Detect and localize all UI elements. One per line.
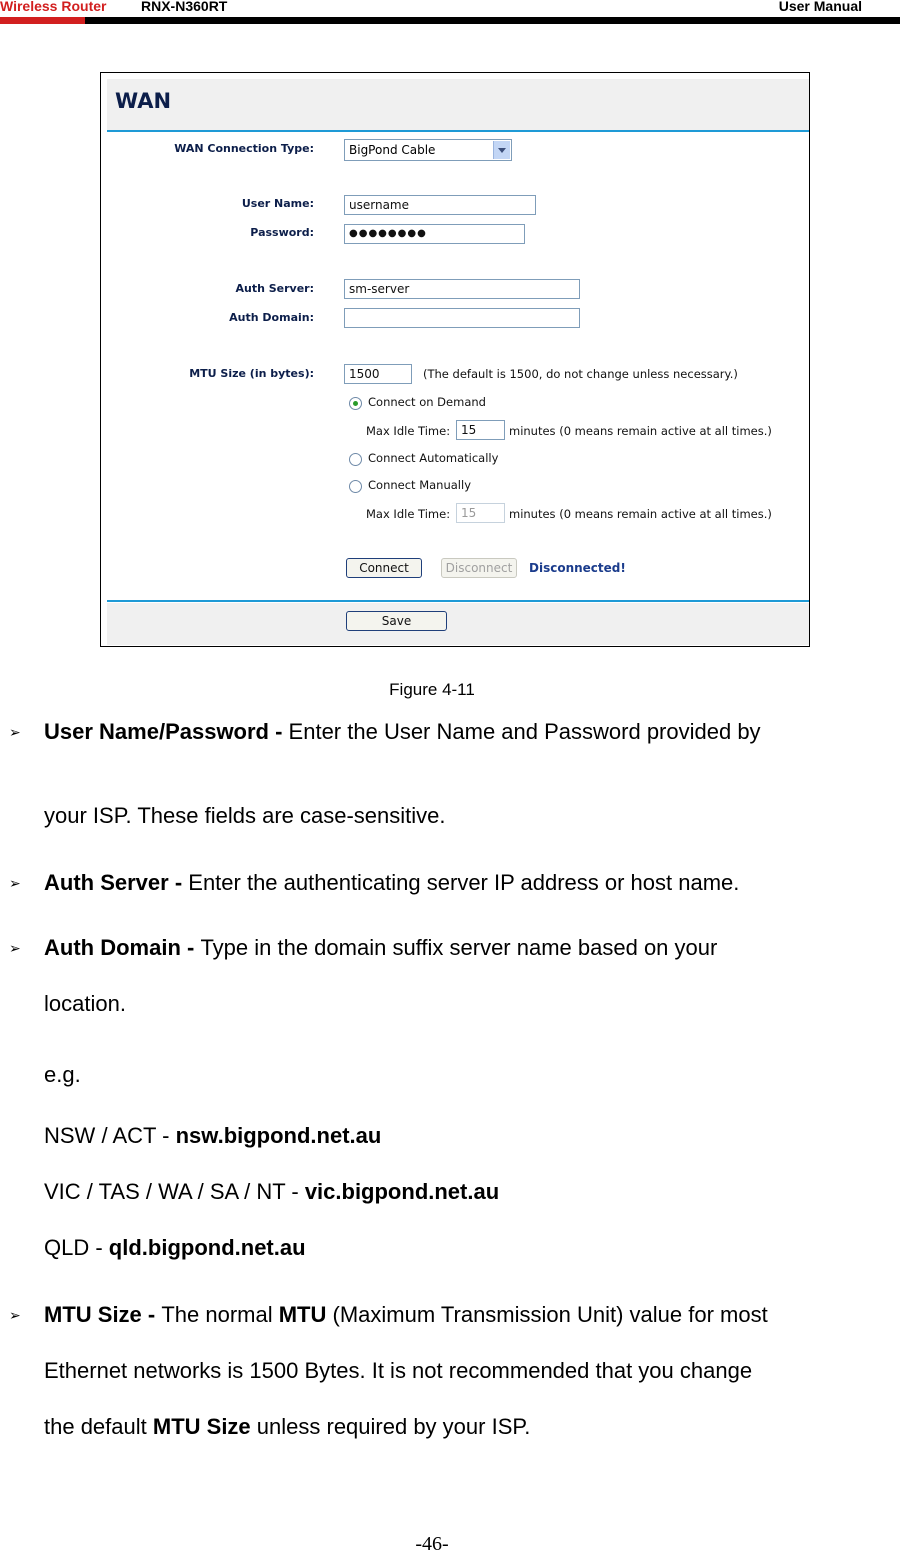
connect-manually-radio[interactable] (349, 480, 362, 493)
max-idle-label-1: Max Idle Time: (366, 424, 451, 438)
figure-caption: Figure 4-11 (389, 680, 475, 699)
footer-divider (107, 600, 809, 602)
mtu-input[interactable]: 1500 (344, 364, 412, 384)
mtu-desc3-text-c: unless required by your ISP. (250, 1414, 531, 1439)
mtu-desc-line3 (44, 1415, 530, 1439)
mtu-term: MTU Size - (44, 1302, 162, 1327)
header-manual: User Manual (778, 0, 862, 14)
save-button[interactable]: Save (346, 611, 447, 631)
auth-server-term: Auth Server - (44, 870, 189, 895)
connect-automatically-radio[interactable] (349, 453, 362, 466)
figure-title-bar (107, 79, 809, 131)
wan-settings-figure (100, 72, 810, 647)
auth-server-label: Auth Server: (235, 282, 314, 295)
auth-domain-desc-line2: location. (44, 991, 126, 1016)
connect-manually-label: Connect Manually (368, 478, 471, 492)
mtu-label: MTU Size (in bytes): (189, 367, 314, 380)
qld-example (44, 1236, 306, 1260)
mtu-desc-line2: Ethernet networks is 1500 Bytes. It is not recommended that you change (44, 1358, 753, 1383)
bullet-arrow-icon: ➢ (9, 1307, 21, 1323)
auth-server-desc (44, 871, 739, 895)
max-idle-input-2[interactable]: 15 (456, 503, 505, 523)
auth-domain-input[interactable] (344, 308, 580, 328)
mtu-note: (The default is 1500, do not change unless necessary.) (423, 367, 738, 381)
nsw-value: nsw.bigpond.net.au (175, 1123, 382, 1148)
auth-server-desc-text: Enter the authenticating server IP address or host name. (188, 870, 740, 895)
connect-on-demand-label: Connect on Demand (368, 395, 486, 409)
mtu-desc3-bold: MTU Size (152, 1414, 251, 1439)
auth-domain-desc-line1 (44, 936, 717, 960)
title-divider (107, 130, 809, 132)
max-idle-note-1: minutes (0 means remain active at all times.) (509, 424, 772, 438)
connect-automatically-label: Connect Automatically (368, 451, 499, 465)
user-name-term: User Name/Password - (44, 719, 289, 744)
auth-domain-label: Auth Domain: (229, 311, 314, 324)
user-name-label: User Name: (241, 197, 314, 210)
figure-title: WAN (115, 89, 172, 113)
password-input[interactable]: ●●●●●●●● (344, 224, 525, 244)
user-name-desc-line2: your ISP. These fields are case-sensitive. (44, 803, 446, 828)
mtu-desc-bold: MTU (278, 1302, 327, 1327)
page-number: -46- (415, 1533, 449, 1555)
chevron-down-icon[interactable] (493, 141, 510, 159)
wan-form (107, 133, 809, 599)
figure-footer (107, 603, 809, 645)
connection-type-select[interactable] (344, 139, 512, 161)
connection-type-value: BigPond Cable (349, 143, 436, 157)
auth-server-input[interactable]: sm-server (344, 279, 580, 299)
max-idle-note-2: minutes (0 means remain active at all times.) (509, 507, 772, 521)
user-name-input[interactable]: username (344, 195, 536, 215)
max-idle-label-2: Max Idle Time: (366, 507, 451, 521)
user-name-desc-text: Enter the User Name and Password provided by (288, 719, 761, 744)
auth-domain-term: Auth Domain - (44, 935, 201, 960)
password-label: Password: (250, 226, 314, 239)
page-header (0, 0, 900, 26)
mtu-desc-line1 (44, 1303, 768, 1327)
vic-value: vic.bigpond.net.au (304, 1179, 500, 1204)
header-bar-black (85, 17, 900, 24)
mtu-desc3-text-a: the default (44, 1414, 153, 1439)
bullet-arrow-icon: ➢ (9, 875, 21, 891)
nsw-example (44, 1124, 381, 1148)
user-name-desc-line1 (44, 720, 761, 744)
header-model: RNX-N360RT (141, 0, 228, 14)
max-idle-input-1[interactable]: 15 (456, 420, 505, 440)
connect-button[interactable]: Connect (346, 558, 422, 578)
bullet-arrow-icon: ➢ (9, 724, 21, 740)
header-brand: Wireless Router (0, 0, 107, 14)
example-label: e.g. (44, 1062, 81, 1087)
connection-type-label: WAN Connection Type: (174, 142, 314, 155)
vic-example (44, 1180, 499, 1204)
vic-label: VIC / TAS / WA / SA / NT - (44, 1179, 305, 1204)
mtu-desc-text-a: The normal (161, 1302, 279, 1327)
qld-label: QLD - (44, 1235, 109, 1260)
nsw-label: NSW / ACT - (44, 1123, 176, 1148)
header-bar-red (0, 17, 85, 24)
disconnect-button[interactable]: Disconnect (441, 558, 517, 578)
connect-on-demand-radio[interactable] (349, 397, 362, 410)
auth-domain-desc-text: Type in the domain suffix server name based on your (200, 935, 718, 960)
bullet-arrow-icon: ➢ (9, 940, 21, 956)
qld-value: qld.bigpond.net.au (108, 1235, 306, 1260)
mtu-desc-text-c: (Maximum Transmission Unit) value for most (326, 1302, 768, 1327)
connection-status: Disconnected! (529, 561, 626, 575)
